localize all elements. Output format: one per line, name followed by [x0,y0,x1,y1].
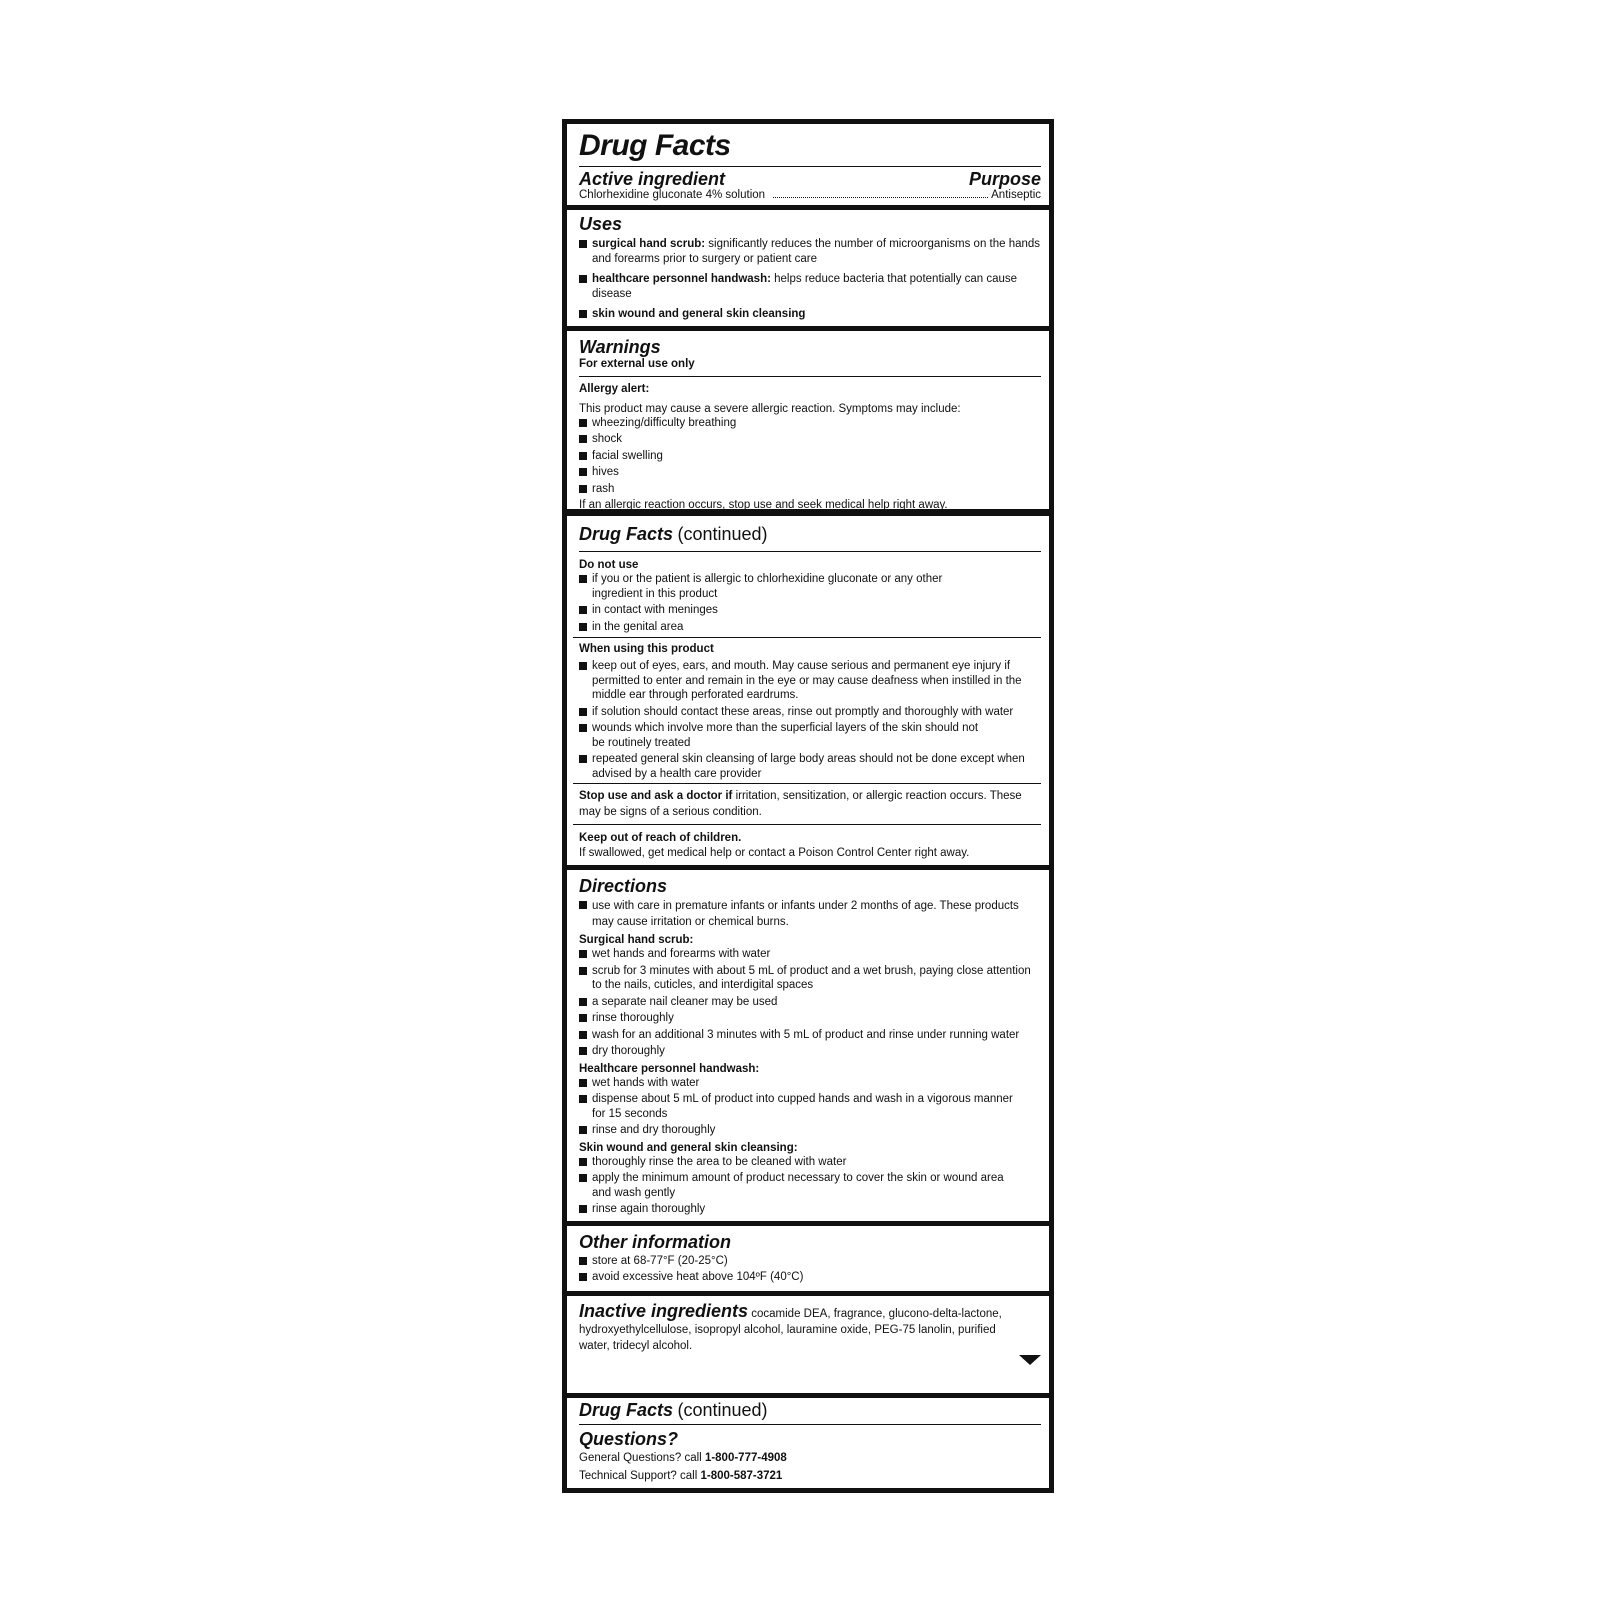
continue-arrow-icon [1019,1355,1041,1365]
list-item: store at 68-77°F (20-25°C) [579,1254,1041,1269]
allergy-alert-label: Allergy alert: [579,382,650,395]
list-item: thoroughly rinse the area to be cleaned with water [579,1155,1041,1170]
list-item: skin wound and general skin cleansing [579,307,1041,322]
drug-facts-continued-title: Drug Facts [579,524,674,544]
active-ingredient-name: Chlorhexidine gluconate 4% solution [579,189,766,201]
divider [579,166,1041,167]
list-item: in the genital area [579,620,1041,635]
surgical-scrub-heading: Surgical hand scrub: [579,934,694,946]
continued-label: (continued) [677,1400,768,1420]
list-item: a separate nail cleaner may be used [579,995,1041,1010]
uses-section [567,210,1049,331]
list-item: shock [579,432,1041,447]
list-item: wash for an additional 3 minutes with 5 mL of product and rinse under running water [579,1028,1041,1043]
healthcare-handwash-heading: Healthcare personnel handwash: [579,1062,760,1075]
active-ingredient-purpose: Antiseptic [991,189,1041,201]
divider [579,376,1041,377]
general-phone: 1-800-777-4908 [704,1452,787,1464]
warnings-section [567,331,1049,513]
drug-facts-continued-title: Drug Facts [579,1400,674,1420]
list-item: in contact with meninges [579,603,1041,618]
inactive-ingredients-heading: Inactive ingredients [579,1300,749,1321]
stop-use-text: Stop use and ask a doctor if irritation, sensitization, or allergic reaction occurs. These may be signs of a serious condition. [579,790,1022,818]
inactive-ingredients-text: Inactive ingredients cocamide DEA, fragrance, glucono-delta-lactone, hydroxyethylcellulose, isopropyl alcohol, lauramine oxide, PEG-75 lanolin, purified water, tridecyl alcohol. [579,1300,1002,1352]
divider [579,551,1041,552]
questions-section [567,1398,1049,1485]
do-not-use-heading: Do not use [579,559,639,571]
list-item: scrub for 3 minutes with about 5 mL of product and a wet brush, paying close attention to the nails, cuticles, and interdigital spaces [579,964,1041,993]
keep-out-heading: Keep out of reach of children. [579,832,742,844]
list-item: dispense about 5 mL of product into cupped hands and wash in a vigorous manner for 15 seconds [579,1092,1041,1121]
allergy-followup-text: If an allergic reaction occurs, stop use and seek medical help right away. [579,499,948,511]
divider [579,1424,1041,1425]
continued-label: (continued) [677,524,768,544]
drug-facts-panel-2 [562,511,1054,1399]
drug-facts-panel-1 [562,119,1054,514]
inactive-ingredients-section [567,1296,1049,1371]
active-ingredient-section [567,128,1049,210]
list-item: wet hands with water [579,1076,1041,1091]
general-questions-line: General Questions? call 1-800-777-4908 [579,1452,787,1464]
list-item: if solution should contact these areas, rinse out promptly and thoroughly with water [579,705,1041,720]
divider [573,783,1041,784]
continued-warnings-section [567,516,1049,870]
directions-section [567,870,1049,1226]
list-item: if you or the patient is allergic to chlorhexidine gluconate or any other ingredient in this product [579,572,1041,601]
divider [573,637,1041,638]
list-item: repeated general skin cleansing of large body areas should not be done except when advised by a health care provider [579,752,1041,781]
directions-heading: Directions [579,876,668,896]
list-item: rash [579,482,1041,497]
questions-heading: Questions? [579,1429,679,1449]
divider [573,824,1041,825]
list-item: rinse thoroughly [579,1011,1041,1026]
uses-heading: Uses [579,214,623,234]
list-item: facial swelling [579,449,1041,464]
tech-phone: 1-800-587-3721 [700,1470,783,1482]
list-item: wet hands and forearms with water [579,947,1041,962]
list-item: use with care in premature infants or infants under 2 months of age. These products may cause irritation or chemical burns. [579,898,1041,930]
list-item: keep out of eyes, ears, and mouth. May cause serious and permanent eye injury if permitted to enter and remain in the eye or may cause deafness when instilled in the middle ear through perforated eardrums. [579,659,1041,703]
other-information-section [567,1226,1049,1296]
drug-facts-panel-3 [562,1393,1054,1493]
other-information-heading: Other information [579,1231,731,1252]
technical-support-line: Technical Support? call 1-800-587-3721 [579,1470,783,1482]
list-item: wounds which involve more than the superficial layers of the skin should not be routinely treated [579,721,1041,750]
active-ingredient-heading: Active ingredient [579,169,726,189]
external-use-text: For external use only [579,357,695,370]
list-item: surgical hand scrub: significantly reduces the number of microorganisms on the hands and forearms prior to surgery or patient care [579,237,1041,266]
list-item: apply the minimum amount of product necessary to cover the skin or wound area and wash gently [579,1171,1041,1200]
list-item: avoid excessive heat above 104ºF (40°C) [579,1270,1041,1285]
warnings-heading: Warnings [579,336,661,357]
keep-out-text: If swallowed, get medical help or contact a Poison Control Center right away. [579,847,970,859]
allergy-alert-text: This product may cause a severe allergic reaction. Symptoms may include: [579,402,961,415]
list-item: rinse and dry thoroughly [579,1123,1041,1138]
drug-facts-title: Drug Facts [579,129,731,162]
list-item: dry thoroughly [579,1044,1041,1059]
list-item: hives [579,465,1041,480]
list-item: rinse again thoroughly [579,1202,1041,1217]
list-item: wheezing/difficulty breathing [579,416,1041,431]
skin-wound-heading: Skin wound and general skin cleansing: [579,1141,798,1154]
purpose-heading: Purpose [968,169,1041,189]
list-item: healthcare personnel handwash: helps reduce bacteria that potentially can cause disease [579,272,1041,301]
leader-dots [773,197,988,198]
when-using-heading: When using this product [579,643,714,655]
